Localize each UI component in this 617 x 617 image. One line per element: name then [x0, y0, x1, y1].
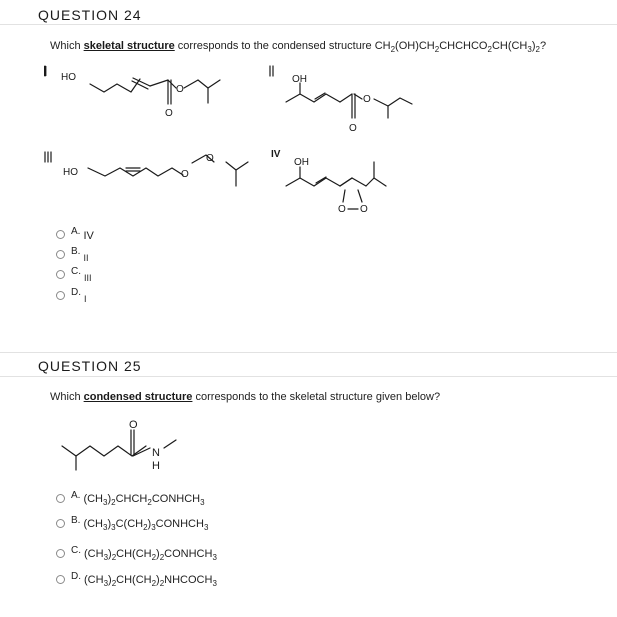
amide-hydrogen-label: H [152, 460, 160, 472]
q24-option-c[interactable] [56, 266, 92, 282]
q25-option-a-letter: A. [71, 489, 81, 501]
q24-option-a-text: IV [83, 230, 94, 242]
formula-text: CONHCH [155, 517, 204, 530]
q25-option-d-letter: D. [71, 570, 81, 582]
formula-text: CH(CH [116, 547, 152, 560]
structure-iv [286, 162, 386, 209]
formula-text: ) [108, 547, 112, 560]
structure-label-iv: IV [271, 149, 281, 160]
formula-subscript: 2 [147, 498, 152, 508]
q25-prompt-link: condensed structure [83, 391, 193, 403]
carbonyl-oxygen-label: O [165, 108, 173, 119]
q25-option-b-letter: B. [71, 514, 81, 526]
ester-oxygen-label: O [206, 153, 214, 164]
question-25-prompt [50, 391, 440, 403]
structure-label-i: I [48, 71, 49, 72]
q24-option-c-radio[interactable] [56, 270, 65, 279]
q25-option-a-text [83, 493, 204, 507]
ester-oxygen-label: O [176, 84, 184, 95]
formula-subscript: 2 [143, 523, 148, 533]
q25-option-b-text [83, 518, 208, 532]
q25-option-c[interactable] [56, 545, 217, 561]
formula-subscript: 2 [159, 579, 165, 589]
formula-text: NHCOCH [164, 573, 213, 586]
ho-label: HO [63, 167, 78, 178]
oh-label: OH [294, 157, 309, 168]
q25-option-c-text [84, 548, 217, 562]
formula-subscript: 3 [103, 579, 109, 589]
q24-option-b-radio[interactable] [56, 250, 65, 259]
formula-text: ) [156, 573, 160, 586]
epoxide-oxygen-label: O [360, 204, 368, 215]
formula-subscript: 2 [111, 553, 117, 563]
formula-text: (CH [83, 517, 104, 530]
formula-text: CHCHCO [439, 40, 488, 52]
q25-option-b-radio[interactable] [56, 519, 65, 528]
formula-subscript: 2 [390, 45, 396, 55]
q24-option-a-radio[interactable] [56, 230, 65, 239]
q24-option-b-text: II [83, 253, 89, 263]
q25-option-d-text [84, 574, 217, 588]
q24-option-d-text: I [84, 294, 87, 304]
q24-option-a[interactable] [56, 226, 94, 242]
formula-subscript: 2 [535, 45, 540, 55]
formula-subscript: 2 [159, 553, 165, 563]
oh-label: OH [292, 74, 307, 85]
q25-option-a[interactable] [56, 490, 205, 506]
formula-text: C(CH [115, 517, 144, 530]
formula-subscript: 3 [212, 579, 217, 589]
formula-subscript: 3 [111, 523, 116, 533]
formula-subscript: 2 [111, 579, 117, 589]
formula-text: ) [107, 517, 112, 530]
ho-label: HO [61, 72, 76, 83]
formula-subscript: 2 [487, 45, 492, 55]
q24-option-d[interactable] [56, 287, 87, 303]
formula-subscript: 3 [212, 553, 217, 563]
formula-text: CONHCH [164, 547, 213, 560]
q24-option-c-letter: C. [71, 265, 81, 277]
q25-prompt-after: corresponds to the skeletal structure given below? [192, 391, 441, 403]
q24-option-d-letter: D. [71, 286, 81, 298]
q25-option-b[interactable] [56, 515, 208, 531]
formula-subscript: 3 [103, 523, 108, 533]
formula-text: ) [147, 517, 152, 530]
formula-text: CH [374, 40, 391, 52]
q25-prompt-before: Which [50, 391, 84, 403]
ester-oxygen-label: O [363, 94, 371, 105]
q24-option-b[interactable] [56, 246, 88, 262]
formula-subscript: 3 [200, 498, 205, 508]
q24-option-a-letter: A. [71, 225, 81, 237]
q24-option-c-text: III [84, 273, 92, 283]
formula-text: (CH [83, 492, 104, 505]
formula-text: CONHCH [151, 492, 201, 505]
q24-prompt-before: Which [50, 40, 84, 52]
formula-subscript: 3 [103, 553, 109, 563]
q25-option-d-radio[interactable] [56, 575, 65, 584]
formula-subscript: 3 [203, 523, 209, 533]
formula-subscript: 2 [151, 579, 157, 589]
formula-text: ) [531, 40, 536, 52]
formula-subscript: 3 [103, 498, 108, 508]
q24-option-b-letter: B. [71, 245, 81, 257]
formula-subscript: 2 [434, 45, 440, 55]
formula-text: CH(CH [116, 573, 152, 586]
formula-subscript: 2 [151, 553, 157, 563]
formula-subscript: 2 [111, 498, 116, 508]
question-24-title: QUESTION 24 [38, 7, 142, 23]
formula-text: ) [156, 547, 160, 560]
structure-label-ii: II [280, 71, 281, 72]
question-25-header [0, 352, 617, 377]
formula-text: (CH [84, 547, 104, 560]
q24-prompt-after: corresponds to the condensed structure [174, 40, 375, 52]
q25-option-a-radio[interactable] [56, 494, 65, 503]
formula-text: ) [108, 573, 112, 586]
formula-text: (CH [84, 573, 104, 586]
formula-text: CHCH [115, 492, 148, 505]
carbonyl-oxygen-label: O [181, 169, 189, 180]
epoxide-oxygen-label: O [338, 204, 346, 215]
q24-option-d-radio[interactable] [56, 291, 65, 300]
formula-text: (OH)CH [395, 40, 435, 52]
carbonyl-oxygen-label: O [349, 123, 357, 134]
q25-option-c-radio[interactable] [56, 549, 65, 558]
q24-prompt-link: skeletal structure [83, 40, 175, 52]
formula-subscript: 3 [151, 523, 156, 533]
amide-nitrogen-label: N [152, 447, 160, 459]
formula-subscript: 3 [527, 45, 532, 55]
formula-text: ? [539, 40, 547, 52]
q25-option-d[interactable] [56, 571, 217, 587]
formula-text: CH(CH [491, 40, 528, 52]
amide-oxygen-label: O [129, 419, 138, 431]
formula-text: ) [107, 492, 112, 505]
q25-option-c-letter: C. [71, 544, 81, 556]
question-25-title: QUESTION 25 [38, 358, 142, 374]
structure-numerals [44, 66, 46, 76]
structure-label-iii: III [56, 158, 57, 159]
